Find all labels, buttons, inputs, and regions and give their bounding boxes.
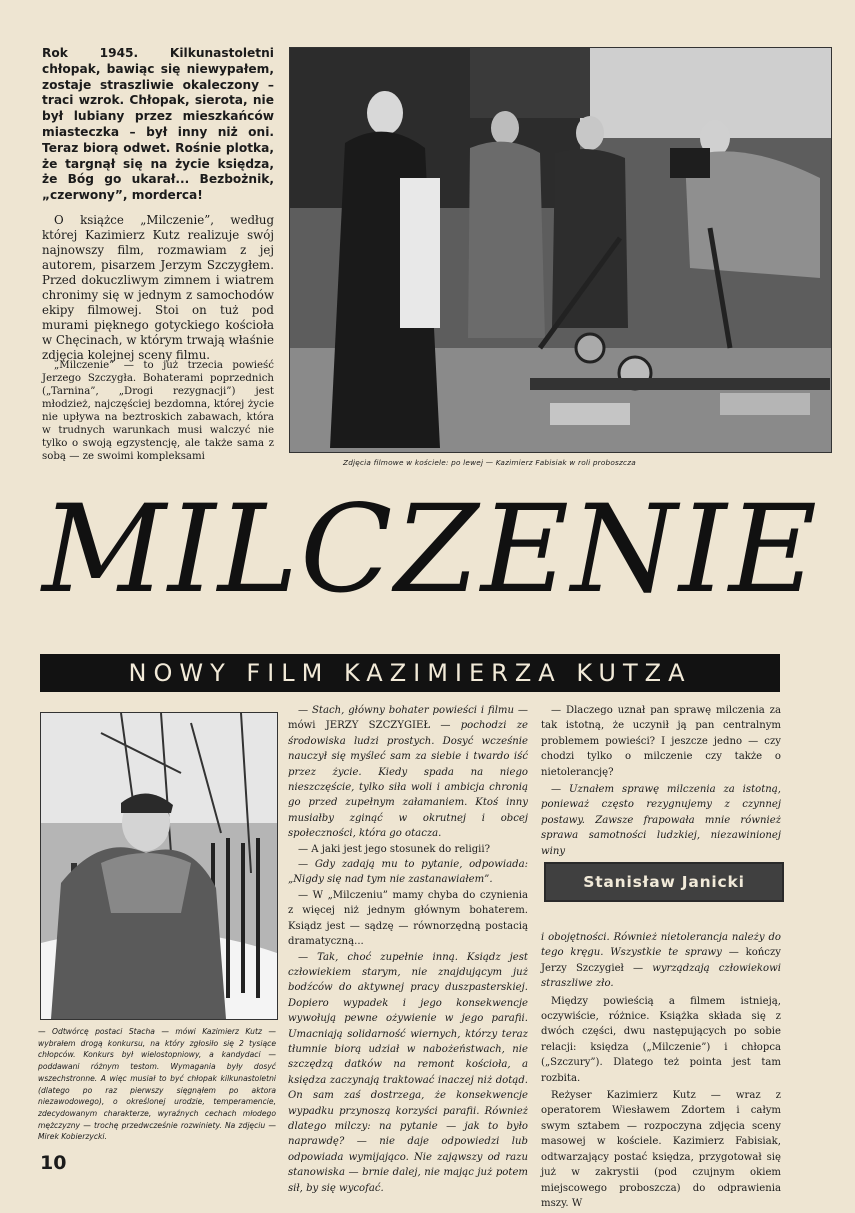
bottom-photo-caption: — Odtwórcę postaci Stacha — mówi Kazimierz Kutz — wybrałem drogą konkursu, na który zgłosiło się 2 tysiące chłopców. Konkurs był wielostopniowy, a kandydaci — poddawani różnym testom. Wymagania były dosyć wszechstronne. A więc musiał to być chłopak kilkunastoletni (dlatego po raz pierwszy sięgnąłem po aktora niezawodowego), o określonej urodzie, temperamencie, zdecydowanym charakterze, wyraźnych cechach młodego mężczyzny — trochę przedwcześnie rozwiniety. Na zdjęciu — Mirek Kobierzycki. [38, 1027, 276, 1142]
subtitle-banner: NOWY FILM KAZIMIERZA KUTZA [40, 654, 780, 692]
right-paragraph: — Uznałem sprawę milczenia za istotną, ponieważ często rezygnujemy z czynnej postawy. Zawsze frapowała mnie również sprawa samotności ludzkiej, niezawinionej winy [541, 784, 781, 857]
intro-paragraph: O książce „Milczenie”, według której Kazimierz Kutz realizuje swój najnowszy film, rozmawiam z jej autorem, pisarzem Jerzym Szczygłem. Przed dokuczliwym zimnem i wiatrem chronimy się w jednym z samochodów ekipy filmowej. Stoi on tuż pod murami pięknego gotyckiego kościoła w Chęcinach, w którym trwają właśnie zdjęcia kolejnej sceny filmu. [42, 213, 274, 362]
right-paragraph: Reżyser Kazimierz Kutz — wraz z operatorem Wiesławem Zdortem i całym swym sztabem — rozpoczyna zdjęcia sceny masowej w kościele. Kazimierz Fabisiak, odtwarzający postać księdza, przygotował się już w zakrystii (pod czujnym okiem miejscowego proboszcza) do odprawienia mszy. W [541, 1090, 781, 1209]
page-number: 10 [40, 1152, 67, 1174]
middle-column [288, 703, 528, 1196]
author-name: Stanisław Janicki [544, 862, 784, 902]
right-paragraph: — Dlaczego uznał pan sprawę milczenia za tak istotną, że uczynił ją pan centralnym problemem powieści? I jeszcze jedno — czy chodzi tylko o milczenie czy także o nietolerancję? [541, 705, 781, 778]
top-photo-film-set [289, 47, 832, 453]
top-photo-caption: Zdjęcia filmowe w kościele: po lewej — Kazimierz Fabisiak w roli proboszcza [343, 458, 636, 467]
right-column-top [541, 703, 781, 861]
right-column-bottom [541, 930, 781, 1213]
middle-paragraph: — A jaki jest jego stosunek do religii? [298, 843, 491, 855]
article-title: MILCZENIE [42, 479, 820, 620]
middle-paragraph: — W „Milczeniu” mamy chyba do czynienia z więcej niż jednym głównym bohaterem. Ksiądz jest — sądzę — równorzędną postacią dramatyczną... [288, 889, 528, 948]
right-paragraph: i obojętności. Również nietolerancja należy do tego kręgu. Wszystkie te sprawy — kończy Jerzy Szczygieł — wyrządzają człowiekowi straszliwe zło. [541, 932, 781, 990]
middle-paragraph: — Tak, choć zupełnie inną. Ksiądz jest człowiekiem starym, nie znajdującym już bodźców do aktywnej pracy duszpasterskiej. Dopiero wypadek i jego konsekwencje wywołują pewne ożywienie w jego parafii. Umacniają solidarność wiernych, którzy teraz tłumnie biorą udział w nabożeństwach, nie szczędzą datków na remont kościoła, a księdza zaczynają traktować inaczej niż dotąd. On sam zaś dostrzega, że konsekwencje wypadku przynoszą korzyści parafii. Również dlatego milczy: na pytanie — jak to było naprawdę? — nie daje odpowiedzi lub odpowiada wymijająco. Nie zająwszy od razu stanowiska — brnie dalej, nie mając już potem sił, by się wycofać. [288, 951, 528, 1194]
right-paragraph: Między powieścią a filmem istnieją, oczywiście, różnice. Książka składa się z dwóch części, dwu następujących po sobie relacji: księdza („Milczenie”) i chłopca („Szczury”). Dlatego też pointa jest tam rozbita. [541, 995, 781, 1084]
middle-paragraph: — Gdy zadają mu to pytanie, odpowiada: „Nigdy się nad tym nie zastanawiałem”. [288, 859, 528, 886]
bottom-photo-boy [40, 712, 278, 1020]
lead-paragraph: Rok 1945. Kilkunastoletni chłopak, bawiąc się niewypałem, zostaje straszliwie okaleczony – traci wzrok. Chłopak, sierota, nie był lubiany przez mieszkańców miasteczka – był inny niż oni. Teraz biorą odwet. Rośnie plotka, że targnął się na życie księdza, że Bóg go ukarał... Bezbożnik, „czerwony”, morderca! [42, 46, 274, 203]
middle-paragraph: — Stach, główny bohater powieści i filmu — mówi JERZY SZCZYGIEŁ — pochodzi ze środowiska ludzi prostych. Dosyć wcześnie nauczył się myśleć sam za siebie i twardo iść przez życie. Kiedy spada na niego nieszczęście, tylko siła woli i ambicja chronią go przed zupełnym załamaniem. Ktoś inny musiałby zginąć w okrutnej i obcej społeczności, która go otacza. [288, 705, 528, 840]
second-paragraph: „Milczenie” — to już trzecia powieść Jerzego Szczygła. Bohaterami poprzednich („Tarnina”, „Drogi rezygnacji”) jest młodzież, najczęściej bezdomna, której życie nie upływa na beztroskich zabawach, która w trudnych warunkach musi walczyć nie tylko o swoją egzystencję, ale także sama z sobą — ze swoimi kompleksami [42, 360, 274, 462]
